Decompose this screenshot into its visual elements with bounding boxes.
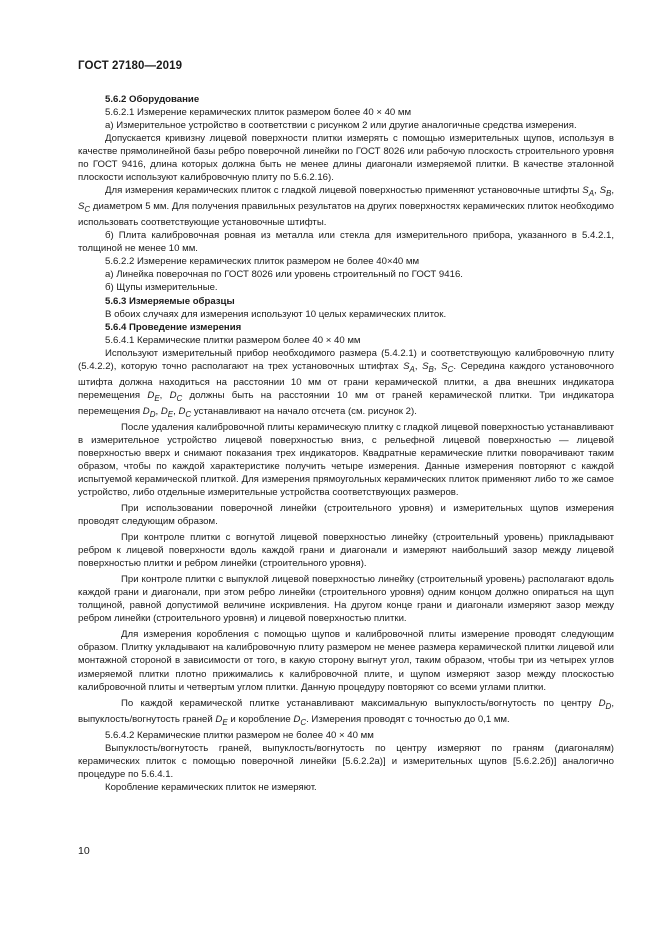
math-symbol: $D_D$	[598, 697, 612, 711]
paragraph: 5.6.4.2 Керамические плитки размером не более 40 × 40 мм	[105, 729, 374, 741]
math-symbol: $S_A$	[403, 360, 415, 374]
paragraph: б) Щупы измерительные.	[105, 282, 218, 294]
paragraph: б) Плита калибровочная ровная из металла или стекла для измерительного прибора, указанного в 5.4.2.1, толщиной не менее 10 мм.	[78, 230, 614, 255]
math-symbol: $S_C$	[441, 360, 454, 374]
math-symbol: $D_E$	[160, 405, 174, 419]
paragraph: Для измерения коробления с помощью щупов и калибровочной плиты измерение проводят следующим образом. Плитку укладывают на калибровочную плиту размером не менее размера керамической плитки лицевой или монтажной стороной в зависимости от того, в какую сторону выгнут угол, таким образом, чтобы три из четырех углов измеряемой плитки плотно прижимались к калибровочной плите, и щупом измеряют зазор между плоскостью калибровочной плиты и четвертым углом плитки. Данную процедуру повторяют со всеми углами плитки.	[78, 629, 614, 693]
math-symbol: $D_E$	[215, 713, 228, 727]
section-heading: 5.6.2 Оборудование	[105, 94, 200, 105]
paragraph: 5.6.2.2 Измерение керамических плиток размером не более 40×40 мм	[105, 256, 420, 268]
paragraph: Допускается кривизну лицевой поверхности плитки измерять с помощью измерительных щупов, используя в качестве прямолинейной базы ребро поверочной линейки по ГОСТ 8026 или рабочую плоскость строительного уровня по ГОСТ 9416, длина которых должна быть не менее длины диагонали измеряемой плитки. В качестве эталонной плоскости используют калибровочную плиту по 5.6.2.16).	[78, 133, 614, 184]
paragraph: После удаления калибровочной плиты керамическую плитку с гладкой лицевой поверхностью устанавливают в измерительное устройство лицевой поверхностью вниз, с рельефной лицевой поверхностью — лицевой поверхностью вверх и снимают показания трех индикаторов. Квадратные керамические плитки поворачивают таким образом, чтобы по каждой характеристике получить четыре измерения. Данные измерения повторяют с каждой испытуемой керамической плиткой. Для измерения прямоугольных керамических плиток применяют либо то же самое устройство, либо отдельные измерительные устройства соответствующих размеров.	[78, 421, 614, 498]
math-symbol: $D_C$	[169, 389, 183, 403]
paragraph: Выпуклость/вогнутость граней, выпуклость/вогнутость по центру измеряют по граням (диагоналям) керамических плиток с помощью поверочной линейки [5.6.2.2а)] и измерительных щупов [5.6.2.2б)] аналогично процедуре по 5.6.4.1.	[78, 742, 614, 780]
paragraph: По каждой керамической плитке устанавливают максимальную выпуклость/вогнутость по центру $D_D$, выпуклость/вогнутость граней $D_E$ и коробление $D_C$. Измерения проводят с точностью до 0,1 мм.	[78, 697, 614, 727]
math-symbol: $D_D$	[142, 405, 156, 419]
document-header: ГОСТ 27180—2019	[78, 60, 183, 72]
paragraph: а) Линейка поверочная по ГОСТ 8026 или уровень строительный по ГОСТ 9416.	[105, 269, 463, 281]
math-symbol: $S_B$	[422, 360, 434, 374]
math-symbol: $D_E$	[147, 389, 160, 403]
math-symbol: $S_C$	[78, 201, 91, 215]
math-symbol: $D_C$	[293, 713, 307, 727]
paragraph: При контроле плитки с выпуклой лицевой поверхностью линейку (строительный уровень) располагают вдоль каждой грани и диагонали, при этом ребро линейки (строительного уровня) одним концом должно опираться на щуп толщиной, равной допустимой величине искривления. На другом конце грани и диагонали измеряют зазор между ребром линейки (строительного уровня) и лицевой поверхностью плитки.	[78, 574, 614, 625]
paragraph: При использовании поверочной линейки (строительного уровня) и измерительных щупов измерения проводят следующим образом.	[78, 502, 614, 527]
paragraph: 5.6.2.1 Измерение керамических плиток размером более 40 × 40 мм	[105, 107, 412, 119]
paragraph: При контроле плитки с вогнутой лицевой поверхностью линейку (строительный уровень) прикладывают ребром к лицевой поверхности вдоль каждой грани и диагонали и измеряют наибольший зазор между лицевой поверхностью плитки и ребром линейки (строительного уровня).	[78, 532, 614, 570]
paragraph: В обоих случаях для измерения используют 10 целых керамических плиток.	[105, 308, 447, 320]
page-number: 10	[78, 845, 90, 857]
paragraph: 5.6.4.1 Керамические плитки размером более 40 × 40 мм	[105, 334, 361, 346]
paragraph: Коробление керамических плиток не измеряют.	[105, 781, 317, 793]
section-heading: 5.6.3 Измеряемые образцы	[105, 295, 235, 307]
math-symbol: $S_B$	[599, 185, 612, 199]
paragraph: Используют измерительный прибор необходимого размера (5.4.2.1) и соответствующую калибровочную плиту (5.4.2.2), которую точно располагают на трех установочных штифтах $S_A$, $S_B$, $S_C$. Середина каждого установочного штифта должна находиться на расстоянии 10 мм от грани керамической плитки, а два внешних индикатора перемещения $D_E$, $D_C$ должны быть на расстоянии 10 мм от граней керамической плитки. Три индикатора перемещения $D_D$, $D_E$, $D_C$ устанавливают на начало отсчета (см. рисунок 2).	[78, 347, 615, 419]
math-symbol: $S_A$	[582, 185, 595, 199]
paragraph: Для измерения керамических плиток с гладкой лицевой поверхностью применяют установочные штифты $S_A$, $S_B$, $S_C$ диаметром 5 мм. Для получения правильных результатов на других поверхностях керамических плиток необходимо использовать соответствующие установочные штифты.	[78, 185, 614, 229]
math-symbol: $D_C$	[178, 405, 192, 419]
paragraph: а) Измерительное устройство в соответствии с рисунком 2 или другие аналогичные средства измерения.	[105, 120, 577, 132]
section-heading: 5.6.4 Проведение измерения	[105, 321, 242, 333]
document-body	[78, 93, 614, 794]
